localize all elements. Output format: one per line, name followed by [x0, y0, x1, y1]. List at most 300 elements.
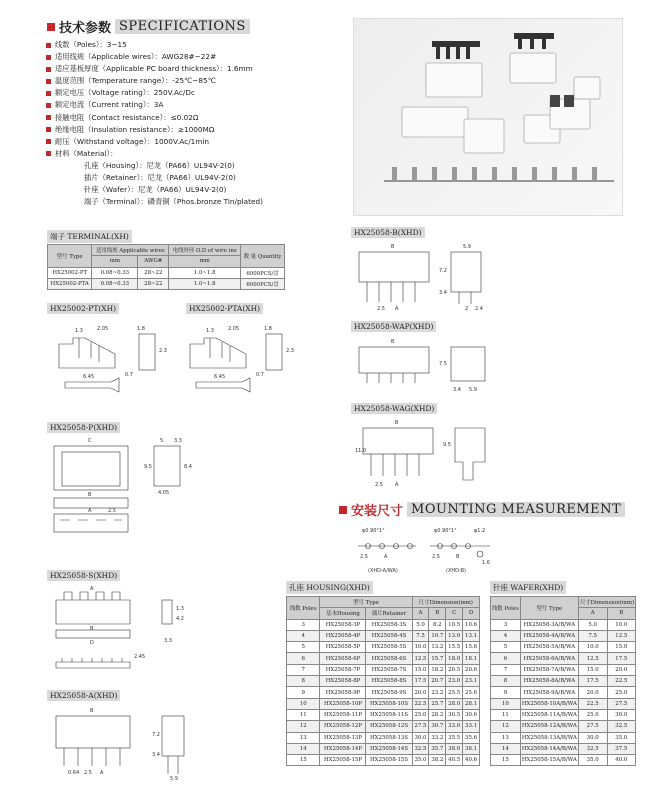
table-row	[48, 278, 285, 289]
table-cell: HX25058-11S	[366, 709, 412, 720]
wap-dim-59: 5.9	[469, 387, 477, 393]
table-row	[287, 653, 480, 664]
housing-table	[286, 596, 480, 766]
mounting-title-en: MOUNTING MEASUREMENT	[407, 502, 625, 517]
s-dim-a: A	[90, 586, 94, 592]
wafer-table	[490, 596, 636, 766]
material-text: 端子（Terminal）：磷青铜（Phos.bronze Tin/plated)	[84, 197, 263, 207]
table-cell: HX25058-4S	[366, 630, 412, 641]
table-row	[491, 755, 636, 766]
wag-dim-25: 2.5	[375, 482, 383, 488]
table-cell: HX25058-15P	[320, 755, 366, 766]
mount-right-12: φ1.2	[474, 528, 486, 534]
table-cell: 28.1	[463, 698, 480, 709]
table-cell: 25.0	[412, 709, 429, 720]
b-dim-b: B	[391, 244, 395, 250]
table-row	[287, 709, 480, 720]
spec-list	[46, 39, 263, 208]
table-cell: 40.5	[446, 755, 463, 766]
table-cell: 32.5	[578, 743, 607, 754]
table-cell: HX25058-11P	[320, 709, 366, 720]
wag-dim-95: 9.5	[443, 442, 451, 448]
table-row	[491, 664, 636, 675]
table-cell: 4	[491, 630, 521, 641]
title-square-icon	[339, 506, 347, 514]
table-cell: HX25058-10A/B/WA	[520, 698, 578, 709]
mounting-title	[339, 500, 625, 519]
table-cell: HX25058-5A/B/WA	[520, 642, 578, 653]
table-cell: HX25058-13S	[366, 732, 412, 743]
table-cell: HX25058-7P	[320, 664, 366, 675]
spec-row	[46, 87, 263, 99]
table-cell: HX25058-13A/B/WA	[520, 732, 578, 743]
table-row	[287, 743, 480, 754]
table-cell: 13	[491, 732, 521, 743]
a-dim-064: 0.64	[68, 770, 80, 776]
table-cell: HX25058-8S	[366, 676, 412, 687]
table-cell: 15.0	[412, 664, 429, 675]
table-cell: 23.1	[463, 676, 480, 687]
table-cell: 13.2	[429, 642, 446, 653]
table-cell: 5	[287, 642, 320, 653]
table-row	[287, 676, 480, 687]
terminal-h-type: 型号 Type	[48, 245, 92, 268]
table-cell: HX25058-7A/B/WA	[520, 664, 578, 675]
table-cell: 3	[287, 619, 320, 630]
pt-dim-3: 1.8	[137, 326, 145, 332]
table-cell: 9	[491, 687, 521, 698]
table-row	[48, 267, 285, 278]
table-cell: 14	[491, 743, 521, 754]
table-cell: 9	[287, 687, 320, 698]
terminal-h-od: 电线外径 O.D of wire ins	[169, 245, 241, 256]
table-cell: HX25058-3S	[366, 619, 412, 630]
table-cell: 11	[287, 709, 320, 720]
housing-h-type: 型号 Type	[320, 597, 412, 608]
bullet-icon	[46, 151, 51, 156]
table-cell: 15.0	[607, 642, 636, 653]
material-row	[46, 196, 263, 208]
table-cell: 18.0	[446, 653, 463, 664]
table-cell: 30.0	[412, 732, 429, 743]
table-cell: 7.5	[412, 630, 429, 641]
table-cell: 20.7	[429, 676, 446, 687]
table-cell: 10.5	[446, 619, 463, 630]
table-cell: 15	[491, 755, 521, 766]
table-cell: 10.7	[429, 630, 446, 641]
table-cell: 35.6	[463, 732, 480, 743]
wap-dim-75: 7.5	[439, 361, 447, 367]
label-pta: HX25002-PTA(XH)	[186, 303, 263, 314]
table-cell: 10.6	[463, 619, 480, 630]
table-cell: 15.0	[578, 664, 607, 675]
table-cell: 27.5	[607, 698, 636, 709]
drawing-b	[355, 240, 505, 316]
mounting-title-cn: 安装尺寸	[351, 504, 404, 519]
table-cell: HX25058-4A/B/WA	[520, 630, 578, 641]
spec-row	[46, 136, 263, 148]
table-cell: 1.0~1.8	[169, 278, 241, 289]
table-cell: HX25058-11A/B/WA	[520, 709, 578, 720]
specs-title-cn: 技术参数	[59, 21, 112, 36]
material-text: 针座（Wafer）：尼龙（PA66）UL94V-2(0)	[84, 185, 227, 195]
table-cell: 18.2	[429, 664, 446, 675]
table-cell: 25.7	[429, 698, 446, 709]
table-cell: 6000PCS/盘	[241, 278, 285, 289]
table-row	[491, 630, 636, 641]
table-cell: 20.6	[463, 664, 480, 675]
terminal-sub-mm2: mm	[169, 256, 241, 267]
table-cell: HX25058-13P	[320, 732, 366, 743]
pt-dim-6: 0.7	[125, 372, 133, 378]
p-dim-a: A	[88, 508, 92, 514]
table-row	[491, 698, 636, 709]
table-cell: HX25058-14A/B/WA	[520, 743, 578, 754]
table-cell: 5	[491, 642, 521, 653]
wafer-title: 针座 WAFER(XHD)	[490, 581, 566, 594]
table-cell: 15	[287, 755, 320, 766]
p-dim-33: 3.3	[174, 438, 182, 444]
pt-dim-4: 2.3	[159, 348, 167, 354]
table-cell: 17.5	[412, 676, 429, 687]
table-cell: 25.0	[578, 709, 607, 720]
mount-left-a: A	[384, 554, 388, 560]
bullet-icon	[46, 55, 51, 60]
spec-text: 适用线规（Applicable wires）：AWG28#~22#	[55, 52, 217, 62]
table-cell: HX25058-12S	[366, 721, 412, 732]
terminal-h-wires: 适用线规 Applicable wires	[92, 245, 169, 256]
table-row	[491, 619, 636, 630]
spec-row	[46, 112, 263, 124]
pta-dim-2: 2.05	[228, 326, 240, 332]
p-dim-25: 2.5	[108, 508, 116, 514]
bullet-icon	[46, 91, 51, 96]
pt-dim-2: 2.05	[97, 326, 109, 332]
a-dim-b: B	[90, 708, 94, 714]
material-row	[46, 172, 263, 184]
label-wag: HX25058-WAG(XHD)	[351, 403, 437, 414]
table-cell: 30.0	[578, 732, 607, 743]
table-cell: 33.2	[429, 732, 446, 743]
table-cell: 15.5	[446, 642, 463, 653]
b-dim-59: 5.9	[463, 244, 471, 250]
table-cell: 10.0	[607, 619, 636, 630]
a-dim-59: 5.9	[170, 776, 178, 782]
terminal-h-qty: 数 量 Quantity	[241, 245, 285, 268]
table-cell: HX25058-5P	[320, 642, 366, 653]
material-row	[46, 184, 263, 196]
bullet-icon	[46, 79, 51, 84]
spec-row	[46, 99, 263, 111]
table-cell: HX25058-6P	[320, 653, 366, 664]
table-cell: 40.6	[463, 755, 480, 766]
connector-illustration	[354, 19, 624, 217]
table-cell: 11	[491, 709, 521, 720]
table-cell: 10.0	[412, 642, 429, 653]
spec-text: 接触电阻（Contact resistance）：≤0.02Ω	[55, 112, 199, 122]
table-cell: 20.0	[412, 687, 429, 698]
table-cell: 14	[287, 743, 320, 754]
a-dim-25: 2.5	[84, 770, 92, 776]
product-photo	[353, 18, 623, 216]
spec-row	[46, 148, 263, 160]
table-row	[491, 721, 636, 732]
mount-right-25: 2.5	[432, 554, 440, 560]
table-cell: 28.0	[446, 698, 463, 709]
spec-text: 耐压（Withstand voltage）：1000V.Ac/1min	[55, 136, 210, 146]
table-cell: 30.5	[446, 709, 463, 720]
table-cell: HX25058-3A/B/WA	[520, 619, 578, 630]
table-cell: HX25058-7S	[366, 664, 412, 675]
pta-dim-5: 6.45	[214, 374, 226, 380]
table-cell: 27.5	[578, 721, 607, 732]
bullet-icon	[46, 43, 51, 48]
spec-row	[46, 75, 263, 87]
table-subheader: A	[578, 608, 607, 619]
mount-left-25: 2.5	[360, 554, 368, 560]
pt-dim-5: 6.45	[83, 374, 95, 380]
bullet-icon	[46, 103, 51, 108]
mount-right-b: B	[456, 554, 460, 560]
mount-right-hole: φ0.90°1°	[434, 528, 457, 534]
table-cell: HX25058-5S	[366, 642, 412, 653]
mount-right-caption: (XHD-B)	[446, 568, 466, 574]
table-row	[491, 687, 636, 698]
wag-dim-b: B	[395, 420, 399, 426]
table-cell: HX25002-PTA	[48, 278, 92, 289]
table-cell: HX25058-9A/B/WA	[520, 687, 578, 698]
table-cell: 27.5	[412, 721, 429, 732]
table-cell: 30.6	[463, 709, 480, 720]
material-text: 插片（Retainer）：尼龙（PA66）UL94V-2(0)	[84, 173, 236, 183]
table-cell: HX25058-8P	[320, 676, 366, 687]
title-square-icon	[47, 23, 55, 31]
table-cell: HX25058-12A/B/WA	[520, 721, 578, 732]
table-cell: 6	[287, 653, 320, 664]
table-cell: 20.0	[607, 664, 636, 675]
specs-title-en: SPECIFICATIONS	[115, 19, 250, 34]
spec-row	[46, 39, 263, 51]
bullet-icon	[46, 67, 51, 72]
table-cell: 37.5	[607, 743, 636, 754]
pta-dim-3: 1.8	[264, 326, 272, 332]
table-cell: 35.5	[446, 732, 463, 743]
housing-h-dim: 尺寸Dimension(mm)	[412, 597, 479, 608]
table-row	[491, 653, 636, 664]
table-cell: 13.1	[463, 630, 480, 641]
spec-text: 线数（Poles）：3~15	[55, 40, 127, 49]
table-cell: 6000PCS/盘	[241, 267, 285, 278]
table-cell: 23.0	[446, 676, 463, 687]
table-cell: 12.5	[578, 653, 607, 664]
table-cell: 22.5	[412, 698, 429, 709]
drawing-a	[50, 704, 200, 780]
table-row	[491, 732, 636, 743]
label-s: HX25058-S(XHD)	[47, 570, 120, 581]
table-cell: 8.2	[429, 619, 446, 630]
table-cell: 15.6	[463, 642, 480, 653]
wafer-h-dim: 尺寸Dimension(mm)	[578, 597, 635, 608]
table-cell: 3	[491, 619, 521, 630]
table-cell: 40.0	[607, 755, 636, 766]
table-cell: 30.0	[607, 709, 636, 720]
table-row	[287, 619, 480, 630]
table-subheader: 基本Housing	[320, 608, 366, 619]
b-dim-2: 2	[465, 306, 469, 312]
table-row	[287, 630, 480, 641]
p-dim-c: C	[88, 438, 92, 444]
spec-text: 额定电压（Voltage rating）：250V.Ac/Dc	[55, 88, 195, 98]
table-cell: HX25058-8A/B/WA	[520, 676, 578, 687]
label-b: HX25058-B(XHD)	[351, 227, 425, 238]
wafer-h-type: 型号 Type	[520, 597, 578, 620]
table-cell: 17.5	[607, 653, 636, 664]
spec-text: 适应基板厚度（Applicable PC board thickness）：1.6mm	[55, 64, 253, 74]
table-row	[287, 721, 480, 732]
table-cell: 0.08~0.33	[92, 278, 138, 289]
b-dim-72: 7.2	[439, 268, 447, 274]
drawing-wag	[355, 416, 505, 488]
s-dim-33: 3.3	[164, 638, 172, 644]
p-dim-84: 8.4	[184, 464, 192, 470]
wag-dim-110: 11.0	[355, 448, 367, 454]
b-dim-34: 3.4	[439, 290, 447, 296]
terminal-sub-awg: AWG#	[138, 256, 169, 267]
table-cell: HX25058-3P	[320, 619, 366, 630]
p-dim-5: 5	[160, 438, 164, 444]
spec-row	[46, 51, 263, 63]
table-cell: 15.7	[429, 653, 446, 664]
table-cell: 18.1	[463, 653, 480, 664]
table-cell: 38.1	[463, 743, 480, 754]
table-subheader: D	[463, 608, 480, 619]
table-cell: 0.08~0.33	[92, 267, 138, 278]
wap-dim-b: B	[391, 339, 395, 345]
table-cell: 8	[287, 676, 320, 687]
table-row	[287, 664, 480, 675]
table-cell: 33.1	[463, 721, 480, 732]
table-cell: 12	[287, 721, 320, 732]
b-dim-a: A	[395, 306, 399, 312]
pta-dim-4: 2.3	[286, 348, 294, 354]
table-row	[491, 676, 636, 687]
mount-left-caption: (XHD-A/WA)	[368, 568, 398, 574]
table-cell: 38.0	[446, 743, 463, 754]
table-cell: HX25058-15A/B/WA	[520, 755, 578, 766]
p-dim-405: 4.05	[158, 490, 170, 496]
table-cell: 7	[287, 664, 320, 675]
table-cell: 20.0	[578, 687, 607, 698]
table-row	[287, 755, 480, 766]
table-cell: 25.0	[607, 687, 636, 698]
material-row	[46, 160, 263, 172]
s-dim-b: B	[90, 626, 94, 632]
table-cell: 35.0	[607, 732, 636, 743]
pta-dim-6: 0.7	[256, 372, 264, 378]
table-subheader: C	[446, 608, 463, 619]
spec-text: 温度范围（Temperature range）：-25℃~85℃	[55, 76, 216, 86]
terminal-sub-mm: mm	[92, 256, 138, 267]
s-dim-42: 4.2	[176, 616, 184, 622]
table-cell: 35.7	[429, 743, 446, 754]
table-cell: 13	[287, 732, 320, 743]
spec-text: 绝缘电阻（Insulation resistance）：≥1000MΩ	[55, 124, 215, 134]
table-cell: 5.0	[578, 619, 607, 630]
spec-row	[46, 124, 263, 136]
table-cell: HX25058-14P	[320, 743, 366, 754]
table-cell: 38.2	[429, 755, 446, 766]
table-subheader: A	[412, 608, 429, 619]
table-cell: HX25058-6A/B/WA	[520, 653, 578, 664]
table-cell: 33.0	[446, 721, 463, 732]
table-cell: HX25058-12P	[320, 721, 366, 732]
drawing-s	[50, 584, 200, 684]
spec-text: 材料（Material）：	[55, 148, 118, 158]
p-dim-95: 9.5	[144, 464, 152, 470]
a-dim-72: 7.2	[152, 732, 160, 738]
table-cell: 25.5	[446, 687, 463, 698]
label-pt: HX25002-PT(XH)	[47, 303, 119, 314]
drawing-pt	[55, 318, 170, 403]
table-cell: 4	[287, 630, 320, 641]
table-cell: 6	[491, 653, 521, 664]
table-subheader: B	[607, 608, 636, 619]
pta-dim-1: 1.3	[206, 328, 214, 334]
table-cell: 17.5	[578, 676, 607, 687]
table-subheader: B	[429, 608, 446, 619]
specs-title	[47, 17, 250, 36]
table-cell: 22.5	[578, 698, 607, 709]
material-text: 孔座（Housing）：尼龙（PA66）UL94V-2(0)	[84, 160, 235, 170]
drawing-wap	[355, 335, 505, 397]
mounting-drawing	[356, 520, 496, 576]
table-row	[491, 642, 636, 653]
table-cell: 8	[491, 676, 521, 687]
table-cell: 20.5	[446, 664, 463, 675]
table-cell: 32.5	[607, 721, 636, 732]
table-cell: 7	[491, 664, 521, 675]
table-cell: HX25058-6S	[366, 653, 412, 664]
table-row	[287, 642, 480, 653]
s-dim-245: 2.45	[134, 654, 146, 660]
s-dim-d: D	[90, 640, 94, 646]
table-cell: 30.7	[429, 721, 446, 732]
s-dim-13: 1.3	[176, 606, 184, 612]
wap-dim-34: 3.4	[453, 387, 461, 393]
table-row	[287, 698, 480, 709]
table-cell: 7.5	[578, 630, 607, 641]
table-cell: 28~22	[138, 267, 169, 278]
table-cell: HX25058-9P	[320, 687, 366, 698]
label-a: HX25058-A(XHD)	[47, 690, 120, 701]
table-cell: 10	[491, 698, 521, 709]
table-cell: HX25002-PT	[48, 267, 92, 278]
table-cell: 25.6	[463, 687, 480, 698]
pt-dim-1: 1.3	[75, 328, 83, 334]
table-cell: HX25058-10S	[366, 698, 412, 709]
table-row	[287, 732, 480, 743]
label-p: HX25058-P(XHD)	[47, 422, 120, 433]
a-dim-a: A	[100, 770, 104, 776]
table-cell: 12.5	[412, 653, 429, 664]
table-cell: 10	[287, 698, 320, 709]
a-dim-34: 3.4	[152, 752, 160, 758]
table-row	[287, 687, 480, 698]
wag-dim-a: A	[395, 482, 399, 488]
table-cell: 23.2	[429, 687, 446, 698]
drawing-pta	[186, 318, 301, 403]
b-dim-24: 2.4	[475, 306, 483, 312]
